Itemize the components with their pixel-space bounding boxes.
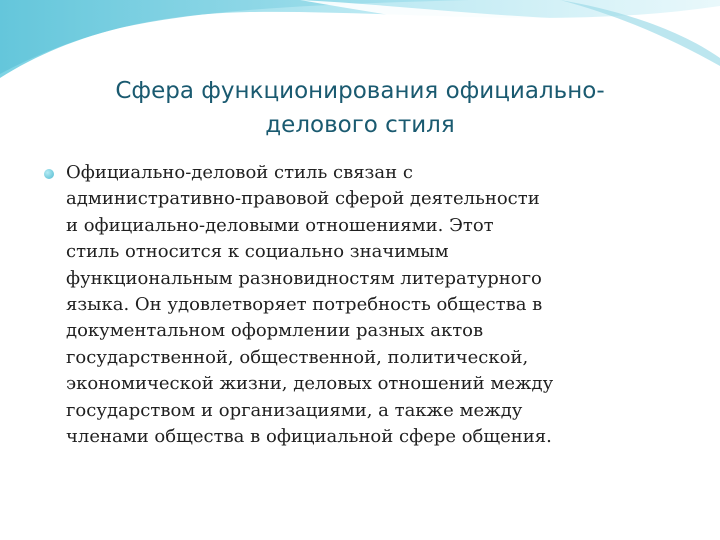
- title-line: Сфера функционирования официально-: [115, 78, 605, 104]
- slide-title: [60, 74, 660, 142]
- body-line: административно-правовой сферой деятельности: [66, 188, 540, 210]
- bullet-item: [44, 160, 684, 450]
- body-line: стиль относится к социально значимым: [66, 241, 449, 263]
- body-line: государственной, общественной, политической,: [66, 346, 529, 368]
- title-line: делового стиля: [265, 112, 455, 138]
- body-line: членами общества в официальной сфере общения.: [66, 426, 552, 448]
- body-line: Официально-деловой стиль связан с: [66, 162, 413, 183]
- body-line: государством и организациями, а также между: [66, 399, 523, 421]
- body-line: функциональным разновидностям литературного: [66, 267, 542, 289]
- body-line: и официально-деловыми отношениями. Этот: [66, 214, 494, 236]
- body-line: языка. Он удовлетворяет потребность общества в: [66, 294, 543, 316]
- body-line: экономической жизни, деловых отношений между: [66, 373, 554, 395]
- body-paragraph: [66, 160, 684, 450]
- body-line: документальном оформлении разных актов: [66, 320, 484, 342]
- bullet-dot-icon: [44, 169, 54, 179]
